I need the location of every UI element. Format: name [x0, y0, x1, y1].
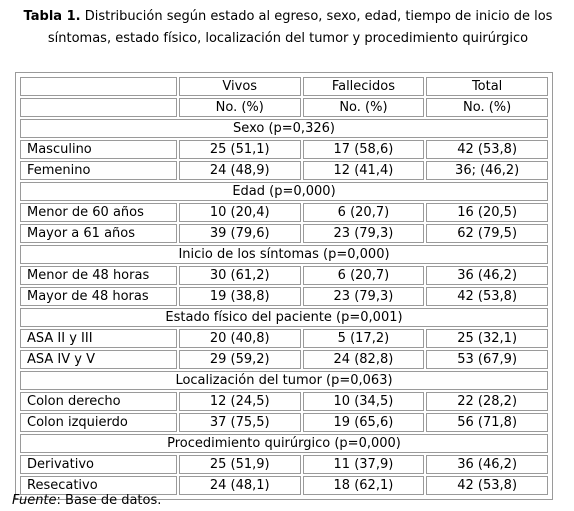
subheader-empty-cell: [20, 98, 177, 117]
section-row: [20, 119, 548, 138]
section-title: Estado físico del paciente (p=0,001): [20, 308, 548, 327]
fallecidos-cell: 10 (34,5): [303, 392, 425, 411]
total-cell: 42 (53,8): [426, 476, 548, 495]
row-label-cell: Menor de 60 años: [20, 203, 177, 222]
caption-label: Tabla 1.: [23, 9, 81, 24]
table-row: [20, 413, 548, 432]
row-label-cell: Menor de 48 horas: [20, 266, 177, 285]
fallecidos-cell: 17 (58,6): [303, 140, 425, 159]
header-total: Total: [426, 77, 548, 96]
table-row: [20, 392, 548, 411]
section-title: Localización del tumor (p=0,063): [20, 371, 548, 390]
vivos-cell: 29 (59,2): [179, 350, 301, 369]
subheader-vivos-unit: No. (%): [179, 98, 301, 117]
table-caption: [12, 6, 564, 50]
total-cell: 36; (46,2): [426, 161, 548, 180]
fallecidos-cell: 12 (41,4): [303, 161, 425, 180]
total-cell: 36 (46,2): [426, 266, 548, 285]
data-table: [18, 75, 550, 497]
table-row: [20, 266, 548, 285]
table-row: [20, 455, 548, 474]
vivos-cell: 25 (51,9): [179, 455, 301, 474]
table-row: [20, 287, 548, 306]
fallecidos-cell: 6 (20,7): [303, 203, 425, 222]
table-row: [20, 161, 548, 180]
subheader-total-unit: No. (%): [426, 98, 548, 117]
row-label-cell: Derivativo: [20, 455, 177, 474]
fallecidos-cell: 23 (79,3): [303, 287, 425, 306]
section-row: [20, 434, 548, 453]
caption-text: Distribución según estado al egreso, sexo, edad, tiempo de inicio de los síntomas, estado físico, localización del tumor y procedimiento quirúrgico: [47, 9, 553, 46]
footnote-label: Fuente: [12, 493, 57, 508]
header-row: [20, 77, 548, 96]
table-footnote: [12, 492, 161, 509]
section-title: Procedimiento quirúrgico (p=0,000): [20, 434, 548, 453]
row-label-cell: Colon derecho: [20, 392, 177, 411]
table-row: [20, 203, 548, 222]
fallecidos-cell: 5 (17,2): [303, 329, 425, 348]
total-cell: 42 (53,8): [426, 140, 548, 159]
vivos-cell: 24 (48,9): [179, 161, 301, 180]
subheader-row: [20, 98, 548, 117]
fallecidos-cell: 23 (79,3): [303, 224, 425, 243]
row-label-cell: Colon izquierdo: [20, 413, 177, 432]
row-label-cell: Resecativo: [20, 476, 177, 495]
vivos-cell: 10 (20,4): [179, 203, 301, 222]
section-row: [20, 182, 548, 201]
vivos-cell: 37 (75,5): [179, 413, 301, 432]
total-cell: 16 (20,5): [426, 203, 548, 222]
fallecidos-cell: 18 (62,1): [303, 476, 425, 495]
section-row: [20, 308, 548, 327]
row-label-cell: Masculino: [20, 140, 177, 159]
section-title: Inicio de los síntomas (p=0,000): [20, 245, 548, 264]
table-row: [20, 140, 548, 159]
data-table-frame: [15, 72, 553, 500]
header-fallecidos: Fallecidos: [303, 77, 425, 96]
vivos-cell: 25 (51,1): [179, 140, 301, 159]
table-row: [20, 329, 548, 348]
fallecidos-cell: 19 (65,6): [303, 413, 425, 432]
total-cell: 22 (28,2): [426, 392, 548, 411]
section-title: Sexo (p=0,326): [20, 119, 548, 138]
subheader-fallecidos-unit: No. (%): [303, 98, 425, 117]
section-row: [20, 245, 548, 264]
total-cell: 42 (53,8): [426, 287, 548, 306]
table-row: [20, 224, 548, 243]
row-label-cell: Mayor de 48 horas: [20, 287, 177, 306]
fallecidos-cell: 11 (37,9): [303, 455, 425, 474]
section-row: [20, 371, 548, 390]
data-table-body: [20, 77, 548, 495]
total-cell: 25 (32,1): [426, 329, 548, 348]
header-empty-cell: [20, 77, 177, 96]
vivos-cell: 20 (40,8): [179, 329, 301, 348]
total-cell: 62 (79,5): [426, 224, 548, 243]
vivos-cell: 39 (79,6): [179, 224, 301, 243]
vivos-cell: 30 (61,2): [179, 266, 301, 285]
header-vivos: Vivos: [179, 77, 301, 96]
total-cell: 56 (71,8): [426, 413, 548, 432]
row-label-cell: Femenino: [20, 161, 177, 180]
fallecidos-cell: 24 (82,8): [303, 350, 425, 369]
fallecidos-cell: 6 (20,7): [303, 266, 425, 285]
total-cell: 53 (67,9): [426, 350, 548, 369]
footnote-text: : Base de datos.: [56, 493, 162, 508]
row-label-cell: ASA II y III: [20, 329, 177, 348]
section-title: Edad (p=0,000): [20, 182, 548, 201]
vivos-cell: 19 (38,8): [179, 287, 301, 306]
row-label-cell: ASA IV y V: [20, 350, 177, 369]
row-label-cell: Mayor a 61 años: [20, 224, 177, 243]
table-row: [20, 350, 548, 369]
vivos-cell: 24 (48,1): [179, 476, 301, 495]
vivos-cell: 12 (24,5): [179, 392, 301, 411]
total-cell: 36 (46,2): [426, 455, 548, 474]
